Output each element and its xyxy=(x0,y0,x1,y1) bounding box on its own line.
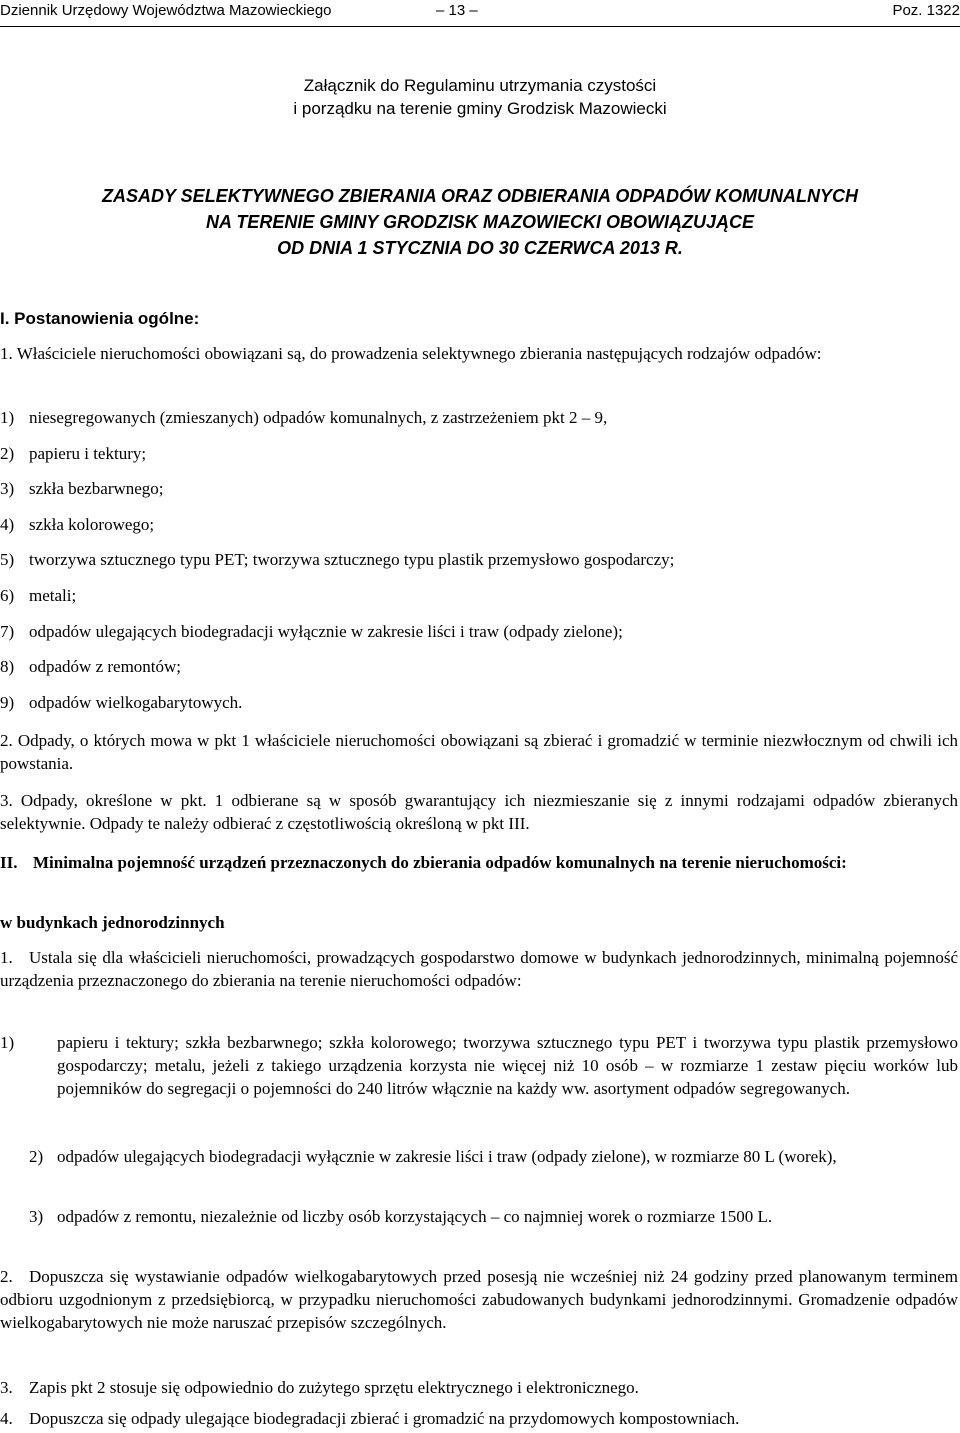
section-2-heading xyxy=(0,851,958,874)
paragraph-number: 2. xyxy=(0,731,13,750)
paragraph-text: Ustala się dla właścicieli nieruchomości, prowadzących gospodarstwo domowe w budynkach jednorodzinnych, minimalną pojemność urządzenia przeznaczonego do zbierania na terenie nieruchomości odpadów: xyxy=(0,948,958,990)
section-1-heading: I. Postanowienia ogólne: xyxy=(0,309,200,328)
header-rule xyxy=(0,26,960,27)
list-item: 4) szkła kolorowego; xyxy=(0,514,155,534)
section-2-heading-text: Minimalna pojemność urządzeń przeznaczonych do zbierania odpadów komunalnych na terenie nieruchomości: xyxy=(33,853,847,872)
list-item: 3) szkła bezbarwnego; xyxy=(0,479,164,499)
section-1-paragraph-3 xyxy=(0,789,958,835)
list-item: 5) tworzywa sztucznego typu PET; tworzywa sztucznego typu plastik przemysłowo gospodarczy; xyxy=(0,550,675,570)
list-item: 9) odpadów wielkogabarytowych. xyxy=(0,692,243,712)
section-1-paragraph-1 xyxy=(0,342,958,365)
section-2-paragraph-1: 1. Ustala się dla właścicieli nieruchomości, prowadzących gospodarstwo domowe w budynkach jednorodzinnych, minimalną pojemność urządzenia przeznaczonego do zbierania na terenie nieruchomości odpadów: xyxy=(0,948,958,990)
title-line-1: ZASADY SELEKTYWNEGO ZBIERANIA ORAZ ODBIERANIA ODPADÓW KOMUNALNYCH xyxy=(102,186,858,206)
section-2-paragraph-2: 2. Dopuszcza się wystawianie odpadów wielkogabarytowych przed posesją nie wcześniej niż 24 godziny przed planowanym terminem odbioru uzgodnionym z przedsiębiorcą, w przypadku nieruchomości zabudowanych budynkami jednorodzinnymi. Gromadzenie odpadów wielkogabarytowych nie może naruszać przepisów szczególnych. xyxy=(0,1267,958,1332)
list-item: 7) odpadów ulegających biodegradacji wyłącznie w zakresie liści i traw (odpady zielone); xyxy=(0,621,623,641)
section-1-list xyxy=(0,406,958,726)
paragraph-text: Właściciele nieruchomości obowiązani są, do prowadzenia selektywnego zbierania następujących rodzajów odpadów: xyxy=(16,344,822,363)
paragraph-text: Dopuszcza się wystawianie odpadów wielkogabarytowych przed posesją nie wcześniej niż 24 godziny przed planowanym terminem odbioru uzgodnionym z przedsiębiorcą, w przypadku nieruchomości zabudowanych budynkami jednorodzinnymi. Gromadzenie odpadów wielkogabarytowych nie może naruszać przepisów szczególnych. xyxy=(0,1267,958,1332)
title-line-3: OD DNIA 1 STYCZNIA DO 30 CZERWCA 2013 R. xyxy=(277,238,683,258)
list-item: 1) niesegregowanych (zmieszanych) odpadów komunalnych, z zastrzeżeniem pkt 2 – 9, xyxy=(0,408,608,427)
list-item: 2) odpadów ulegających biodegradacji wyłącznie w zakresie liści i traw (odpady zielone), w rozmiarze 80 L (worek), xyxy=(29,1147,837,1166)
list-item: 3) odpadów z remontu, niezależnie od liczby osób korzystających – co najmniej worek o rozmiarze 1500 L. xyxy=(29,1207,773,1226)
paragraph-number: 1. xyxy=(0,344,13,363)
section-1-paragraph-2 xyxy=(0,729,958,775)
paragraph-number: 3. xyxy=(0,791,13,810)
paragraph-text: Zapis pkt 2 stosuje się odpowiednio do zużytego sprzętu elektrycznego i elektronicznego. xyxy=(29,1378,639,1397)
annex-line-2: i porządku na terenie gminy Grodzisk Mazowiecki xyxy=(293,99,667,118)
document-title xyxy=(0,183,960,261)
annex-line-1: Załącznik do Regulaminu utrzymania czystości xyxy=(303,76,657,95)
paragraph-text: Dopuszcza się odpady ulegające biodegradacji zbierać i gromadzić na przydomowych kompostowniach. xyxy=(29,1409,740,1428)
section-2-list xyxy=(0,1031,958,1265)
annex-caption xyxy=(0,74,960,120)
paragraph-text: Odpady, określone w pkt. 1 odbierane są w sposób gwarantujący ich niezmieszanie się z innymi rodzajami odpadów zbieranych selektywnie. Odpady te należy odbierać z częstotliwością określoną w pkt III. xyxy=(0,791,958,833)
section-number: II. xyxy=(0,853,18,872)
paragraph-text: Odpady, o których mowa w pkt 1 właściciele nieruchomości obowiązani są zbierać i gromadzić w terminie niezwłocznym od chwili ich powstania. xyxy=(0,731,958,773)
section-2-subheading: w budynkach jednorodzinnych xyxy=(0,913,225,932)
list-item: 8) odpadów z remontów; xyxy=(0,657,182,677)
page-header xyxy=(0,0,960,22)
title-line-2: NA TERENIE GMINY GRODZISK MAZOWIECKI OBOWIĄZUJĄCE xyxy=(205,212,754,232)
journal-name: Dziennik Urzędowy Województwa Mazowieckiego xyxy=(0,2,332,19)
list-item: 2) papieru i tektury; xyxy=(0,443,147,463)
list-item: 1) papieru i tektury; szkła bezbarwnego; szkła kolorowego; tworzywa sztucznego typu PET i tworzywa typu plastik przemysłowo gospodarczy; metalu, jeżeli z takiego urządzenia korzysta nie więcej niż 10 osób – w rozmiarze 1 zestaw pięciu worków lub pojemników do segregacji o pojemności do 240 litrów włącznie na każdy ww. asortyment odpadów segregowanych. xyxy=(0,1033,958,1098)
position-number: Poz. 1322 xyxy=(892,2,960,19)
page-number: – 13 – xyxy=(436,2,478,19)
list-item: 6) metali; xyxy=(0,585,77,605)
